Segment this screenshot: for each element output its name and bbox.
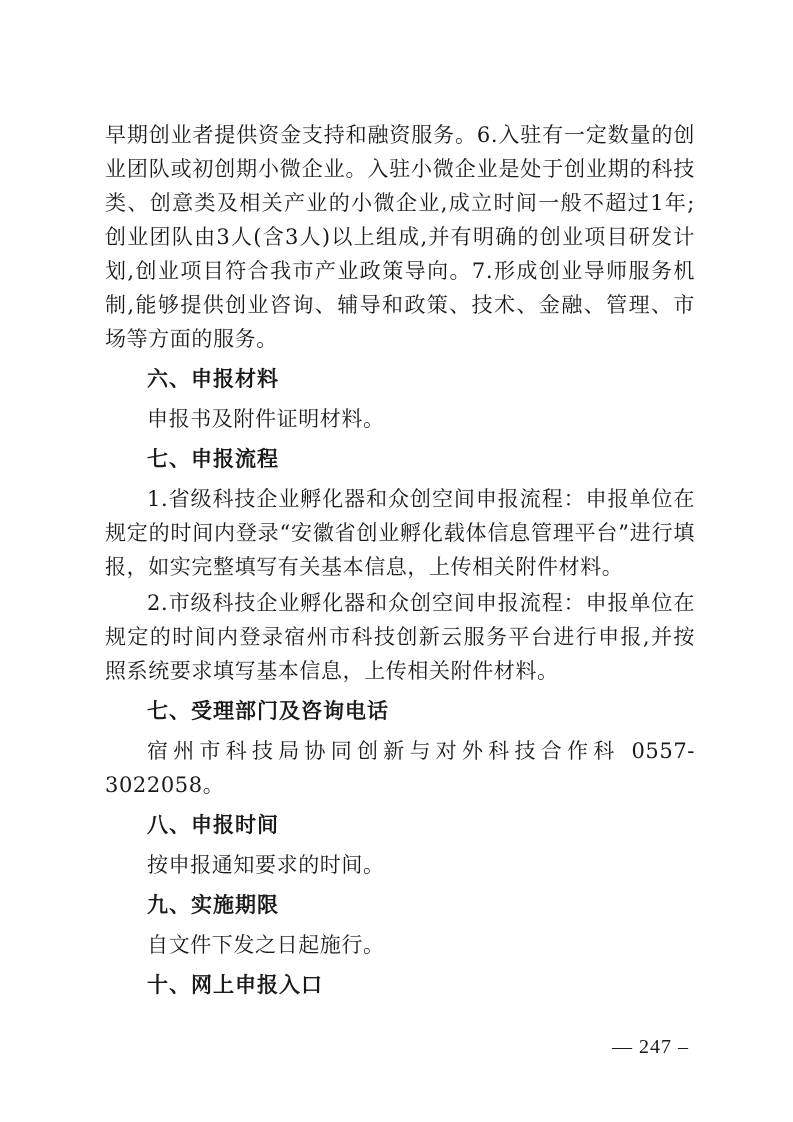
paragraph-municipal-process: 2.市级科技企业孵化器和众创空间申报流程：申报单位在规定的时间内登录宿州市科技创新云服务平台进行申报,并按照系统要求填写基本信息，上传相关附件材料。	[105, 591, 695, 683]
section-heading-time: 八、申报时间	[147, 813, 279, 837]
section-heading-online-entry: 十、网上申报入口	[147, 973, 323, 997]
section-heading-process: 七、申报流程	[147, 447, 279, 471]
paragraph-materials: 申报书及附件证明材料。	[147, 407, 385, 431]
paragraph-time: 按申报通知要求的时间。	[147, 853, 385, 877]
section-heading-materials: 六、申报材料	[147, 367, 279, 391]
document-body	[105, 118, 695, 1008]
paragraph-period: 自文件下发之日起施行。	[147, 933, 385, 957]
section-heading-contact: 七、受理部门及咨询电话	[147, 699, 389, 723]
paragraph-continuation: 早期创业者提供资金支持和融资服务。6.入驻有一定数量的创业团队或初创期小微企业。入驻小微企业是处于创业期的科技类、创意类及相关产业的小微企业,成立时间一般不超过1年;创业团队由3人(含3人)以上组成,并有明确的创业项目研发计划,创业项目符合我市产业政策导向。7.形成创业导师服务机制,能够提供创业咨询、辅导和政策、技术、金融、管理、市场等方面的服务。	[105, 123, 695, 351]
paragraph-contact: 宿州市科技局协同创新与对外科技合作科 0557-3022058。	[105, 739, 695, 797]
page-number: — 247 –	[612, 1036, 689, 1058]
section-heading-period: 九、实施期限	[147, 893, 279, 917]
paragraph-provincial-process: 1.省级科技企业孵化器和众创空间申报流程：申报单位在规定的时间内登录“安徽省创业孵化载体信息管理平台”进行填报，如实完整填写有关基本信息，上传相关附件材料。	[105, 487, 695, 579]
